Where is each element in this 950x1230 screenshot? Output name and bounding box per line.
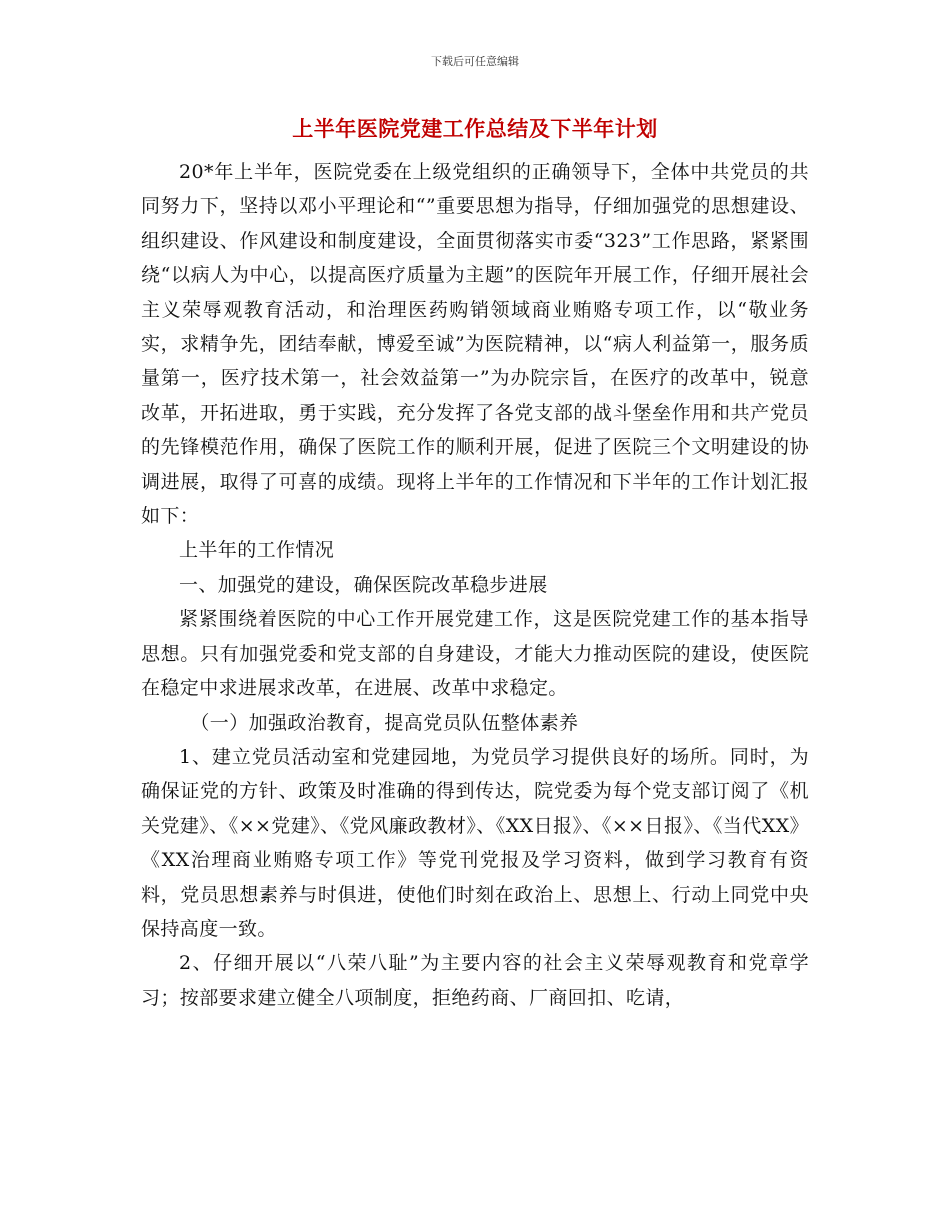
paragraph-item-1: 1、建立党员活动室和党建园地，为党员学习提供良好的场所。同时，为确保证党的方针、政策及时准确的得到传达，院党委为每个党支部订阅了《机关党建》、《××党建》、《党风廉政教材》、《XX日报》、《××日报》、《当代XX》《XX治理商业贿赂专项工作》等党刊党报及学习资料，做到学习教育有资料，党员思想素养与时俱进，使他们时刻在政治上、思想上、行动上同党中央保持高度一致。	[141, 745, 809, 940]
document-body	[141, 155, 809, 1015]
page-header: 下载后可任意编辑	[431, 55, 519, 68]
section-heading-first-half: 上半年的工作情况	[179, 539, 335, 562]
paragraph-section-1: 紧紧围绕着医院的中心工作开展党建工作，这是医院党建工作的基本指导思想。只有加强党委和党支部的自身建设，才能大力推动医院的建设，使医院在稳定中求进展求改革，在进展、改革中求稳定。	[141, 608, 809, 700]
document-title: 上半年医院党建工作总结及下半年计划	[292, 117, 658, 141]
subsection-heading-1: （一）加强政治教育，提高党员队伍整体素养	[190, 711, 579, 734]
paragraph-item-2: 2、仔细开展以“八荣八耻”为主要内容的社会主义荣辱观教育和党章学习；按部要求建立健全八项制度，拒绝药商、厂商回扣、吃请，	[141, 952, 809, 1009]
section-heading-1: 一、加强党的建设，确保医院改革稳步进展	[179, 573, 548, 596]
paragraph-intro: 20*年上半年，医院党委在上级党组织的正确领导下，全体中共党员的共同努力下，坚持以邓小平理论和“”重要思想为指导，仔细加强党的思想建设、组织建设、作风建设和制度建设，全面贯彻落实市委“323”工作思路，紧紧围绕“以病人为中心，以提高医疗质量为主题”的医院年开展工作，仔细开展社会主义荣辱观教育活动，和治理医药购销领域商业贿赂专项工作，以“敬业务实，求精争先，团结奉献，博爱至诚”为医院精神，以“病人利益第一，服务质量第一，医疗技术第一，社会效益第一”为办院宗旨，在医疗的改革中，锐意改革，开拓进取，勇于实践，充分发挥了各党支部的战斗堡垒作用和共产党员的先锋模范作用，确保了医院工作的顺利开展，促进了医院三个文明建设的协调进展，取得了可喜的成绩。现将上半年的工作情况和下半年的工作计划汇报如下：	[141, 161, 809, 528]
